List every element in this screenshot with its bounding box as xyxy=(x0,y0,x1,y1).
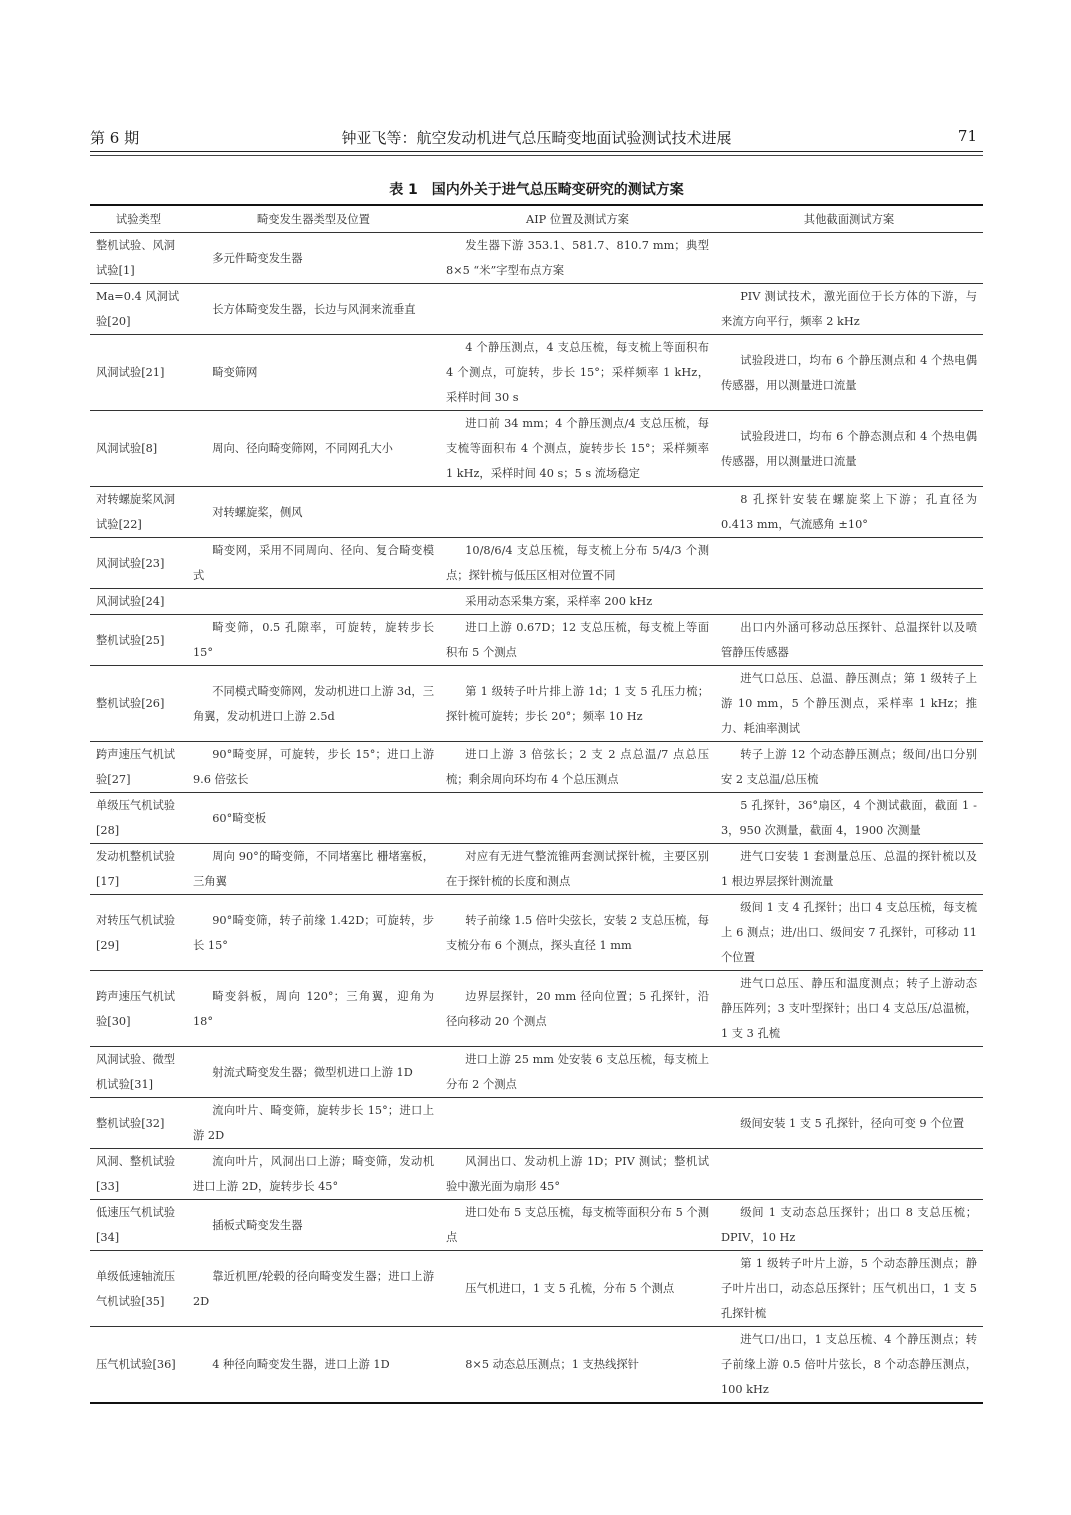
aip-scheme-cell: 转子前缘 1.5 倍叶尖弦长，安装 2 支总压梳，每支梳分布 6 个测点，探头直径 1 mm xyxy=(440,895,715,971)
header-rule xyxy=(90,151,983,152)
other-section-cell xyxy=(715,1149,983,1200)
other-section-cell: PIV 测试技术，激光面位于长方体的下游，与来流方向平行，频率 2 kHz xyxy=(715,284,983,335)
other-section-cell: 转子上游 12 个动态静压测点；级间/出口分别安 2 支总温/总压梳 xyxy=(715,742,983,793)
article-title: 钟亚飞等：航空发动机进气总压畸变地面试验测试技术进展 xyxy=(341,129,732,147)
column-header: AIP 位置及测试方案 xyxy=(440,205,715,233)
aip-scheme-cell: 风洞出口、发动机上游 1D；PIV 测试；整机试验中激光面为扇形 45° xyxy=(440,1149,715,1200)
other-section-cell xyxy=(715,538,983,589)
running-header xyxy=(90,127,983,151)
other-section-cell: 级间 1 支动态总压探针；出口 8 支总压梳；DPIV，10 Hz xyxy=(715,1200,983,1251)
generator-cell: 畸变筛网 xyxy=(187,335,440,411)
generator-cell: 4 种径向畸变发生器，进口上游 1D xyxy=(187,1327,440,1404)
table-row xyxy=(90,666,983,742)
header-rule-thin xyxy=(90,155,983,156)
column-header: 畸变发生器类型及位置 xyxy=(187,205,440,233)
table-row xyxy=(90,487,983,538)
generator-cell xyxy=(187,589,440,615)
test-type-cell: 跨声速压气机试验[30] xyxy=(90,971,187,1047)
other-section-cell: 级间 1 支 4 孔探针；出口 4 支总压梳，每支梳上 6 测点；进/出口、级间安 7 孔探针，可移动 11 个位置 xyxy=(715,895,983,971)
aip-scheme-cell: 4 个静压测点，4 支总压梳，每支梳上等面积布 4 个测点，可旋转，步长 15°；采样频率 1 kHz，采样时间 30 s xyxy=(440,335,715,411)
aip-scheme-cell: 10/8/6/4 支总压梳，每支梳上分布 5/4/3 个测点；探针梳与低压区相对位置不同 xyxy=(440,538,715,589)
table-row xyxy=(90,1251,983,1327)
table-row xyxy=(90,895,983,971)
table-row xyxy=(90,233,983,284)
table-caption: 表 1 国内外关于进气总压畸变研究的测试方案 xyxy=(389,182,684,198)
other-section-cell: 第 1 级转子叶片上游，5 个动态静压测点；静子叶片出口，动态总压探针；压气机出口，1 支 5 孔探针梳 xyxy=(715,1251,983,1327)
other-section-cell xyxy=(715,233,983,284)
aip-scheme-cell xyxy=(440,284,715,335)
aip-scheme-cell: 第 1 级转子叶片排上游 1d；1 支 5 孔压力梳；探针梳可旋转；步长 20°；频率 10 Hz xyxy=(440,666,715,742)
table-row xyxy=(90,615,983,666)
table-row xyxy=(90,1047,983,1098)
test-type-cell: 单级低速轴流压气机试验[35] xyxy=(90,1251,187,1327)
aip-scheme-cell: 发生器下游 353.1、581.7、810.7 mm；典型 8×5 “米”字型布点方案 xyxy=(440,233,715,284)
other-section-cell: 进气口总压、总温、静压测点；第 1 级转子上游 10 mm，5 个静压测点，采样率 1 kHz；推力、耗油率测试 xyxy=(715,666,983,742)
test-type-cell: 风洞试验[21] xyxy=(90,335,187,411)
test-type-cell: 单级压气机试验[28] xyxy=(90,793,187,844)
generator-cell: 周向 90°的畸变筛，不同堵塞比 栅堵塞板，三角翼 xyxy=(187,844,440,895)
aip-scheme-cell: 进口上游 0.67D；12 支总压梳，每支梳上等面积布 5 个测点 xyxy=(440,615,715,666)
generator-cell: 流向叶片，风洞出口上游；畸变筛，发动机进口上游 2D，旋转步长 45° xyxy=(187,1149,440,1200)
test-type-cell: 对转压气机试验[29] xyxy=(90,895,187,971)
aip-scheme-cell xyxy=(440,793,715,844)
aip-scheme-cell: 8×5 动态总压测点；1 支热线探针 xyxy=(440,1327,715,1404)
test-type-cell: 低速压气机试验[34] xyxy=(90,1200,187,1251)
aip-scheme-cell: 进口上游 3 倍弦长；2 支 2 点总温/7 点总压梳；剩余周向环均布 4 个总压测点 xyxy=(440,742,715,793)
table-body xyxy=(90,233,983,1404)
aip-scheme-cell: 对应有无进气整流锥两套测试探针梳，主要区别在于探针梳的长度和测点 xyxy=(440,844,715,895)
table-row xyxy=(90,1200,983,1251)
generator-cell: 不同模式畸变筛网，发动机进口上游 3d，三角翼，发动机进口上游 2.5d xyxy=(187,666,440,742)
table-row xyxy=(90,284,983,335)
other-section-cell: 出口内外涵可移动总压探针、总温探针以及喷管静压传感器 xyxy=(715,615,983,666)
generator-cell: 长方体畸变发生器，长边与风洞来流垂直 xyxy=(187,284,440,335)
test-type-cell: 整机试验[26] xyxy=(90,666,187,742)
table-row xyxy=(90,335,983,411)
aip-scheme-cell: 进口前 34 mm；4 个静压测点/4 支总压梳，每支梳等面积布 4 个测点，旋转步长 15°；采样频率 1 kHz，采样时间 40 s；5 s 流场稳定 xyxy=(440,411,715,487)
other-section-cell: 进气口/出口，1 支总压梳、4 个静压测点；转子前缘上游 0.5 倍叶片弦长，8 个动态静压测点，100 kHz xyxy=(715,1327,983,1404)
test-type-cell: 整机试验、风洞试验[1] xyxy=(90,233,187,284)
column-header: 试验类型 xyxy=(90,205,187,233)
generator-cell: 畸变筛，0.5 孔隙率，可旋转，旋转步长 15° xyxy=(187,615,440,666)
generator-cell: 流向叶片、畸变筛，旋转步长 15°；进口上游 2D xyxy=(187,1098,440,1149)
generator-cell: 60°畸变板 xyxy=(187,793,440,844)
test-type-cell: 风洞试验[8] xyxy=(90,411,187,487)
test-type-cell: 风洞试验[24] xyxy=(90,589,187,615)
table-row xyxy=(90,1327,983,1404)
generator-cell: 90°畸变屏，可旋转，步长 15°；进口上游 9.6 倍弦长 xyxy=(187,742,440,793)
test-type-cell: 整机试验[32] xyxy=(90,1098,187,1149)
other-section-cell: 试验段进口，均布 6 个静压测点和 4 个热电偶传感器，用以测量进口流量 xyxy=(715,335,983,411)
issue-number: 第 6 期 xyxy=(90,129,140,147)
page-number: 71 xyxy=(957,127,977,145)
table-row xyxy=(90,589,983,615)
aip-scheme-cell: 压气机进口，1 支 5 孔梳，分布 5 个测点 xyxy=(440,1251,715,1327)
aip-scheme-cell: 采用动态采集方案，采样率 200 kHz xyxy=(440,589,715,615)
table-row xyxy=(90,538,983,589)
table-row xyxy=(90,844,983,895)
generator-cell: 周向、径向畸变筛网，不同网孔大小 xyxy=(187,411,440,487)
table-row xyxy=(90,1098,983,1149)
other-section-cell: 进气口总压、静压和温度测点；转子上游动态静压阵列；3 支叶型探针；出口 4 支总压/总温梳，1 支 3 孔梳 xyxy=(715,971,983,1047)
generator-cell: 插板式畸变发生器 xyxy=(187,1200,440,1251)
other-section-cell xyxy=(715,1047,983,1098)
generator-cell: 靠近机匣/轮毂的径向畸变发生器；进口上游 2D xyxy=(187,1251,440,1327)
other-section-cell: 级间安装 1 支 5 孔探针，径向可变 9 个位置 xyxy=(715,1098,983,1149)
table-row xyxy=(90,411,983,487)
table-row xyxy=(90,1149,983,1200)
other-section-cell xyxy=(715,589,983,615)
table-row xyxy=(90,742,983,793)
test-type-cell: 发动机整机试验[17] xyxy=(90,844,187,895)
column-header: 其他截面测试方案 xyxy=(715,205,983,233)
table-row xyxy=(90,793,983,844)
test-type-cell: 跨声速压气机试验[27] xyxy=(90,742,187,793)
generator-cell: 多元件畸变发生器 xyxy=(187,233,440,284)
test-type-cell: 风洞、整机试验[33] xyxy=(90,1149,187,1200)
other-section-cell: 进气口安装 1 套测量总压、总温的探针梳以及 1 根边界层探针测流量 xyxy=(715,844,983,895)
aip-scheme-cell: 进口处布 5 支总压梳，每支梳等面积分布 5 个测点 xyxy=(440,1200,715,1251)
test-type-cell: 压气机试验[36] xyxy=(90,1327,187,1404)
table-header-row xyxy=(90,205,983,233)
aip-scheme-cell: 进口上游 25 mm 处安装 6 支总压梳，每支梳上分布 2 个测点 xyxy=(440,1047,715,1098)
other-section-cell: 试验段进口，均布 6 个静态测点和 4 个热电偶传感器，用以测量进口流量 xyxy=(715,411,983,487)
generator-cell: 畸变网，采用不同周向、径向、复合畸变模式 xyxy=(187,538,440,589)
test-type-cell: Ma=0.4 风洞试验[20] xyxy=(90,284,187,335)
test-type-cell: 风洞试验[23] xyxy=(90,538,187,589)
generator-cell: 90°畸变筛，转子前缘 1.42D；可旋转，步长 15° xyxy=(187,895,440,971)
test-scheme-table xyxy=(90,204,983,1404)
generator-cell: 畸变斜板，周向 120°；三角翼，迎角为 18° xyxy=(187,971,440,1047)
generator-cell: 对转螺旋桨，侧风 xyxy=(187,487,440,538)
generator-cell: 射流式畸变发生器；微型机进口上游 1D xyxy=(187,1047,440,1098)
other-section-cell: 5 孔探针，36°扇区，4 个测试截面，截面 1 - 3，950 次测量，截面 4，1900 次测量 xyxy=(715,793,983,844)
other-section-cell: 8 孔探针安装在螺旋桨上下游；孔直径为 0.413 mm，气流感角 ±10° xyxy=(715,487,983,538)
table-row xyxy=(90,971,983,1047)
aip-scheme-cell: 边界层探针，20 mm 径向位置；5 孔探针，沿径向移动 20 个测点 xyxy=(440,971,715,1047)
test-type-cell: 风洞试验、微型机试验[31] xyxy=(90,1047,187,1098)
aip-scheme-cell xyxy=(440,487,715,538)
test-type-cell: 对转螺旋桨风洞试验[22] xyxy=(90,487,187,538)
aip-scheme-cell xyxy=(440,1098,715,1149)
test-type-cell: 整机试验[25] xyxy=(90,615,187,666)
